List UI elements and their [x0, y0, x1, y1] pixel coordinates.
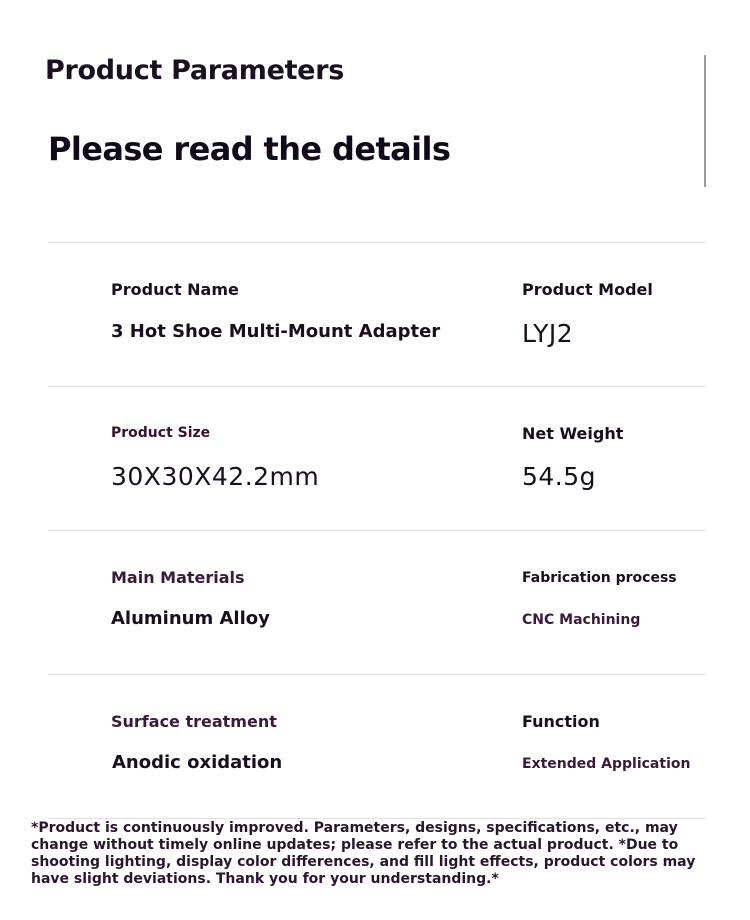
main-materials-label: Main Materials	[111, 568, 245, 587]
fabrication-process-value: CNC Machining	[522, 612, 641, 628]
divider	[48, 818, 706, 819]
product-model-value: LYJ2	[522, 319, 574, 348]
net-weight-value: 54.5g	[522, 462, 597, 491]
divider	[48, 530, 706, 531]
page-title: Product Parameters	[45, 55, 344, 86]
divider	[48, 242, 706, 243]
scroll-indicator	[704, 55, 706, 187]
net-weight-label: Net Weight	[522, 424, 624, 443]
function-label: Function	[522, 712, 600, 731]
product-size-label: Product Size	[111, 425, 211, 441]
fabrication-process-label: Fabrication process	[522, 570, 677, 586]
main-materials-value: Aluminum Alloy	[111, 608, 270, 629]
footnote: *Product is continuously improved. Parameters, designs, specifications, etc., may change without timely online updates; please refer to the actual product. *Due to shooting lighting, display color differences, and fill light effects, product colors may have slight deviations. Thank you for your understanding.*	[31, 820, 696, 887]
product-name-label: Product Name	[111, 280, 239, 299]
surface-treatment-label: Surface treatment	[111, 712, 277, 731]
function-value: Extended Application	[522, 756, 691, 772]
product-name-value: 3 Hot Shoe Multi-Mount Adapter	[111, 321, 441, 342]
product-model-label: Product Model	[522, 280, 653, 299]
product-size-value: 30X30X42.2mm	[111, 462, 320, 491]
surface-treatment-value: Anodic oxidation	[112, 752, 283, 773]
divider	[48, 674, 706, 675]
page-subtitle: Please read the details	[48, 130, 451, 168]
divider	[48, 386, 706, 387]
